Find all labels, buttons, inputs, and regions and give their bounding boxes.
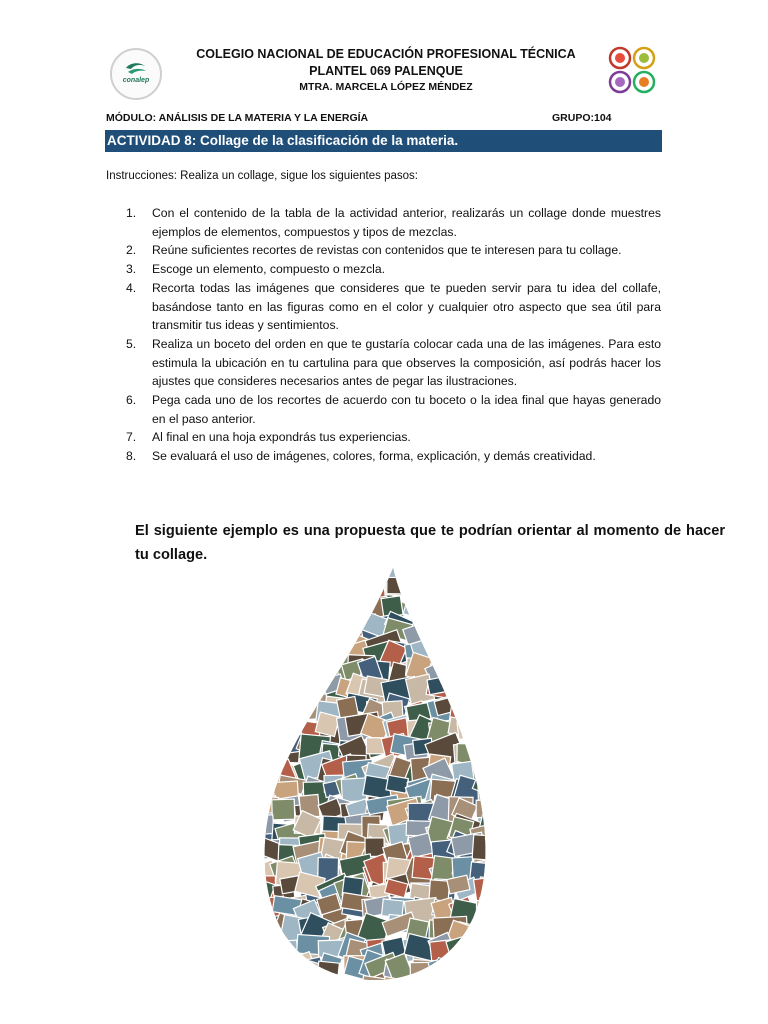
collage-tile <box>474 636 503 656</box>
collage-tile <box>295 581 332 615</box>
collage-tile <box>452 613 479 635</box>
step-item: 7. Al final en una hoja expondrás tus experiencias. <box>126 430 411 445</box>
collage-tile <box>476 754 503 777</box>
collage-tile <box>316 961 339 985</box>
collage-tile <box>278 640 312 665</box>
example-heading: El siguiente ejemplo es una propuesta que te podrían orientar al momento de hacer tu collage. <box>135 523 725 563</box>
collage-tile <box>432 579 457 599</box>
collage-tile <box>496 883 505 910</box>
collage-tile <box>475 680 505 710</box>
collage-tile <box>498 596 505 627</box>
collage-tile <box>473 560 500 577</box>
collage-tile <box>472 835 503 861</box>
collage-tile <box>322 616 344 638</box>
collage-tile <box>470 659 491 679</box>
collage-tile <box>276 693 307 720</box>
collage-tile <box>273 596 307 619</box>
instructions-intro: Instrucciones: Realiza un collage, sigue los siguientes pasos: <box>106 170 418 182</box>
collage-tile <box>275 560 307 576</box>
collage-tile <box>298 597 329 622</box>
collage-tile <box>299 598 325 615</box>
collage-tile <box>470 941 502 958</box>
collage-tile <box>497 757 505 781</box>
step-item: 6. Pega cada uno de los recortes de acuerdo con tu boceto o la idea final que hayas generado en el paso anterior. <box>126 393 661 426</box>
collage-tile <box>273 655 299 678</box>
collage-drop-image <box>255 560 505 985</box>
collage-tile <box>255 560 278 588</box>
collage-tile <box>473 693 505 717</box>
collage-tile <box>255 577 272 594</box>
collage-tile <box>474 738 505 767</box>
collage-tile <box>429 560 460 589</box>
collage-tile <box>450 602 481 627</box>
logo-text: conalep <box>122 77 150 84</box>
collage-tile <box>256 736 282 763</box>
step-item: 4. Recorta todas las imágenes que consideres que te pueden servir para tu idea del collafe, basándose tanto en las figuras como en el color y cualquier otro aspecto que sea útil para transmitir tus ideas y sentimientos. <box>126 280 661 333</box>
collage-tile <box>448 980 470 985</box>
collage-tile <box>317 599 341 623</box>
collage-tile <box>297 632 328 660</box>
collage-tile <box>344 560 376 584</box>
collage-tile <box>492 560 505 589</box>
collage-tile <box>498 959 505 975</box>
collage-tile <box>450 974 481 985</box>
collage-tile <box>447 956 483 984</box>
module-line <box>106 112 662 124</box>
collage-tile <box>476 901 501 927</box>
collage-tile <box>425 972 460 985</box>
collage-tile <box>454 694 479 718</box>
collage-tile <box>498 734 505 765</box>
campus-name: PLANTEL 069 PALENQUE <box>309 64 463 78</box>
activity-title: ACTIVIDAD 8: Collage de la clasificación de la materia. <box>105 130 662 152</box>
collage-tile <box>472 560 500 576</box>
collage-tile <box>316 593 340 619</box>
collage-tile <box>448 679 469 701</box>
collage-tile <box>450 619 471 643</box>
collage-tile <box>386 775 408 793</box>
collage-tile <box>471 736 495 752</box>
collage-tile <box>274 616 303 646</box>
collage-tile <box>495 577 505 601</box>
collage-tile <box>338 576 371 603</box>
collage-tile <box>446 675 470 697</box>
collage-tile <box>496 660 505 688</box>
document-header <box>170 46 602 95</box>
collage-tile <box>495 718 505 751</box>
collage-tile <box>271 680 309 715</box>
collage-tile <box>255 681 272 698</box>
collage-tile <box>427 614 456 639</box>
collage-tile <box>492 776 505 804</box>
collage-tile <box>279 699 304 722</box>
collage-tile <box>317 561 346 583</box>
collage-tile <box>338 560 365 575</box>
collage-tile <box>456 638 484 655</box>
collage-tile <box>255 981 276 985</box>
collage-tile <box>291 659 324 691</box>
college-name: COLEGIO NACIONAL DE EDUCACIÓN PROFESIONAL TÉCNICA <box>196 47 576 61</box>
collage-tile <box>301 578 331 610</box>
collage-tile <box>255 574 286 605</box>
collage-tile <box>407 560 431 582</box>
collage-tile <box>405 572 441 599</box>
conalep-swirl-icon <box>112 50 160 98</box>
group-label: GRUPO:104 <box>552 112 612 124</box>
collage-tile <box>473 642 505 675</box>
collage-tile <box>255 920 274 939</box>
collage-tile <box>434 639 464 657</box>
step-item: 5. Realiza un boceto del orden en que te gustaría colocar cada una de las imágenes. Para esto estimula la ubicación en tu cartulina para que observes la composición, así podrás hacer los ajustes que consideres necesarios antes de pegar las ilustraciones. <box>126 336 661 389</box>
collage-tile <box>431 958 463 985</box>
collage-tile <box>456 638 477 664</box>
collage-tile <box>258 640 285 669</box>
collage-tile <box>491 759 505 780</box>
collage-tile <box>411 600 440 626</box>
collage-tile <box>500 582 505 602</box>
collage-tile <box>317 562 342 593</box>
collage-tile <box>381 976 403 985</box>
collage-tile <box>299 657 335 683</box>
collage-tile <box>257 956 289 985</box>
collage-tile <box>334 596 369 631</box>
collage-tile <box>476 977 505 985</box>
collage-tile <box>495 983 505 985</box>
collage-tile <box>499 683 505 705</box>
collage-tile <box>277 583 303 604</box>
collage-tile <box>469 975 505 985</box>
collage-tile <box>495 560 505 572</box>
collage-tile <box>476 958 505 985</box>
collage-tile <box>471 578 505 607</box>
collage-tile <box>454 942 478 968</box>
collage-tile <box>493 776 505 801</box>
collage-tile <box>303 560 324 578</box>
collage-tile <box>323 981 345 985</box>
step-item: 1. Con el contenido de la tabla de la actividad anterior, realizarás un collage donde muestres ejemplos de elementos, compuestos y tipos de mezclas. <box>126 206 661 239</box>
collage-tile <box>468 918 501 947</box>
collage-tile <box>431 573 455 601</box>
collage-tile <box>433 597 459 616</box>
collage-tile <box>500 798 505 824</box>
collage-tile <box>424 598 455 629</box>
collage-tile <box>255 614 274 638</box>
collage-tile <box>474 915 501 943</box>
collage-tile <box>271 639 305 662</box>
collage-tile <box>255 620 278 647</box>
collage-tile <box>492 921 505 940</box>
collage-tile <box>293 973 317 985</box>
collage-tile <box>274 663 296 684</box>
collage-tile <box>255 756 280 787</box>
collage-tile <box>426 560 461 576</box>
institution-emblems-icon <box>608 46 656 94</box>
collage-tile <box>320 644 340 663</box>
collage-tile <box>471 693 496 716</box>
collage-tile <box>404 582 428 597</box>
collage-tile <box>258 937 281 960</box>
collage-tile <box>457 719 489 739</box>
collage-tile <box>301 619 325 640</box>
collage-tile <box>365 838 384 857</box>
collage-tile <box>497 800 505 825</box>
conalep-logo <box>110 48 162 100</box>
collage-tile <box>255 903 272 926</box>
collage-tile <box>255 637 287 671</box>
collage-tile <box>255 815 274 835</box>
collage-tile <box>300 634 323 661</box>
collage-tile <box>495 897 505 919</box>
collage-tile <box>471 677 500 709</box>
collage-tile <box>255 656 281 686</box>
step-item: 3. Escoge un elemento, compuesto o mezcla. <box>126 262 386 277</box>
collage-tile <box>295 562 327 586</box>
collage-tile <box>344 603 367 621</box>
collage-tile <box>274 976 301 985</box>
collage-tile <box>499 901 505 927</box>
collage-tile <box>255 937 282 955</box>
collage-tile <box>493 821 505 853</box>
collage-tile <box>382 982 415 985</box>
collage-tile <box>316 633 350 660</box>
step-item: 8. Se evaluará el uso de imágenes, colores, forma, explicación, y demás creatividad. <box>126 449 596 464</box>
collage-tile <box>469 959 492 981</box>
collage-tile <box>277 579 301 608</box>
collage-tile <box>492 718 505 742</box>
collage-tile <box>492 879 505 904</box>
collage-tile <box>471 616 505 652</box>
collage-tile <box>457 958 492 981</box>
collage-tile <box>501 677 505 698</box>
collage-tile <box>501 702 505 727</box>
collage-tile <box>473 575 497 596</box>
collage-tile <box>407 560 434 586</box>
collage-tile <box>299 680 320 703</box>
collage-tile <box>471 717 499 740</box>
collage-tile <box>501 640 505 662</box>
collage-tile <box>475 898 504 929</box>
collage-tile <box>448 560 485 595</box>
collage-tile <box>469 937 495 964</box>
collage-tile <box>296 982 321 985</box>
collage-tile <box>474 756 505 786</box>
collage-tile <box>472 718 498 739</box>
collage-tile <box>446 577 470 600</box>
module-label: MÓDULO: ANÁLISIS DE LA MATERIA Y LA ENERGÍA <box>106 112 369 124</box>
collage-tile <box>490 631 505 660</box>
collage-tile <box>315 712 339 737</box>
collage-tile <box>255 680 282 701</box>
collage-tile <box>410 962 437 985</box>
collage-tile <box>276 596 308 631</box>
collage-tile <box>493 843 505 862</box>
collage-tile <box>255 694 272 715</box>
teacher-name: MTRA. MARCELA LÓPEZ MÉNDEZ <box>299 81 473 93</box>
steps-list <box>126 204 661 466</box>
collage-tile <box>255 660 283 682</box>
collage-tile <box>496 955 505 977</box>
collage-tile <box>255 972 278 985</box>
collage-tile <box>490 857 505 884</box>
collage-tile <box>452 597 483 613</box>
collage-tile <box>471 600 497 630</box>
collage-tile <box>272 799 295 820</box>
collage-tile <box>319 577 353 607</box>
collage-tile <box>277 676 306 707</box>
collage-tile <box>315 618 338 642</box>
collage-tile <box>495 815 505 843</box>
collage-tile <box>451 583 485 613</box>
collage-tile <box>454 655 481 684</box>
collage-tile <box>255 591 283 619</box>
collage-tile <box>359 560 389 582</box>
collage-tile <box>408 833 433 858</box>
collage-tile <box>341 981 364 985</box>
collage-tile <box>273 560 306 580</box>
collage-tile <box>387 577 407 593</box>
collage-tile <box>445 659 481 691</box>
collage-tile <box>316 975 345 985</box>
collage-tile <box>403 596 427 619</box>
collage-tile <box>430 640 454 662</box>
collage-tile <box>476 800 505 817</box>
collage-tile <box>432 974 460 985</box>
collage-tile <box>276 940 298 960</box>
collage-tile <box>493 835 505 861</box>
collage-tile <box>492 699 505 725</box>
collage-tile <box>409 983 437 985</box>
collage-tile <box>496 941 505 970</box>
collage-tile <box>255 714 282 740</box>
collage-tile <box>274 616 301 648</box>
collage-tile <box>340 983 362 985</box>
collage-tile <box>255 734 284 759</box>
collage-tile <box>255 720 288 754</box>
collage-tile <box>255 560 277 579</box>
collage-tile <box>490 914 505 943</box>
collage-tile <box>255 599 290 635</box>
collage-tile <box>490 618 505 649</box>
collage-tile <box>495 621 505 648</box>
collage-tile <box>427 617 449 634</box>
collage-tile <box>453 560 476 579</box>
collage-tile <box>476 651 505 672</box>
collage-tile <box>409 980 442 985</box>
collage-tile <box>470 616 505 647</box>
collage-tile <box>297 622 320 645</box>
collage-tile <box>258 702 278 719</box>
collage-tile <box>501 659 505 683</box>
collage-tile <box>274 977 296 985</box>
collage-tile <box>342 582 366 606</box>
collage-tile <box>470 599 500 619</box>
collage-tile <box>298 672 325 693</box>
collage-tile <box>478 782 498 804</box>
collage-tile <box>499 741 505 764</box>
step-item: 2. Reúne suficientes recortes de revistas con contenidos que te interesen para tu collage. <box>126 243 622 258</box>
collage-tile <box>255 959 284 985</box>
collage-tile <box>325 579 351 596</box>
collage-tile <box>275 959 304 984</box>
collage-tile <box>500 983 505 985</box>
collage-tile <box>493 857 505 889</box>
collage-tile <box>500 595 505 623</box>
collage-tile <box>492 938 505 955</box>
